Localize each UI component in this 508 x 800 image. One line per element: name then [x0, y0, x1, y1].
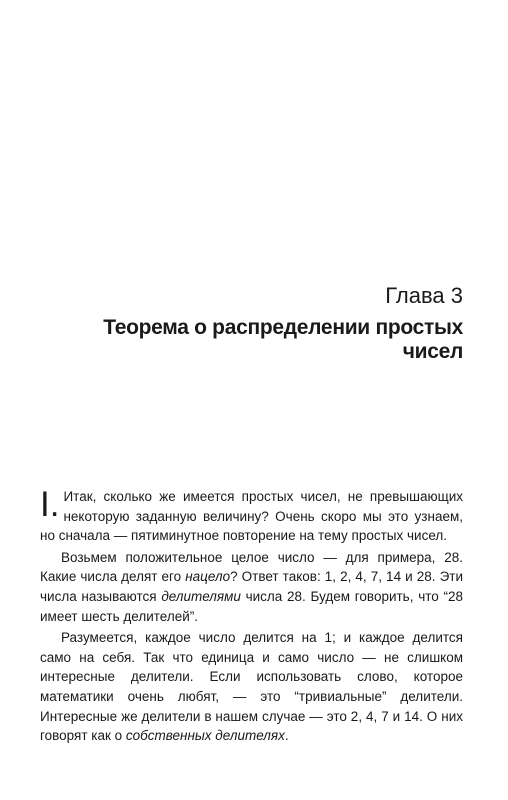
chapter-number: Глава 3 — [385, 283, 463, 308]
paragraph-2-text-b: ? Ответ таков: 1, 2, 4, 7, 14 и 28. Эти числа называются — [40, 569, 463, 604]
paragraph-3 — [40, 628, 463, 746]
emphasis-deliteli: делителями — [161, 588, 241, 604]
chapter-title: Теорема о распределении простых чисел — [103, 316, 463, 363]
paragraph-1-text: Итак, сколько же имеется простых чисел, не превышающих некоторую заданную величину? Очень скоро мы это узнаем, но сначала — пятиминутное повторение на тему простых чисел. — [40, 489, 463, 544]
section-number-dropcap: I. — [40, 485, 60, 524]
paragraph-2 — [40, 548, 463, 626]
chapter-body — [40, 487, 463, 748]
emphasis-nacelo: нацело — [185, 569, 231, 585]
paragraph-3-text-a: Разумеется, каждое число делится на 1; и каждое делится само на себя. Так что единица и само число — не слишком интересные делители. Если использовать слово, которое математики очень любят, — это “тривиальные” делители. Интересные же делители в нашем случае — это 2, 4, 7 и 14. О них говорят как о — [40, 630, 463, 744]
paragraph-3-text-b: . — [284, 728, 289, 744]
paragraph-2-text-c: числа 28. Будем говорить, что “28 имеет шесть делителей”. — [40, 588, 463, 624]
paragraph-1 — [40, 487, 463, 546]
paragraph-2-text-a: Возьмем положительное целое число — для примера, 28. Какие числа делят его — [40, 549, 463, 585]
emphasis-proper-divisors: собственных делителях — [125, 728, 285, 744]
